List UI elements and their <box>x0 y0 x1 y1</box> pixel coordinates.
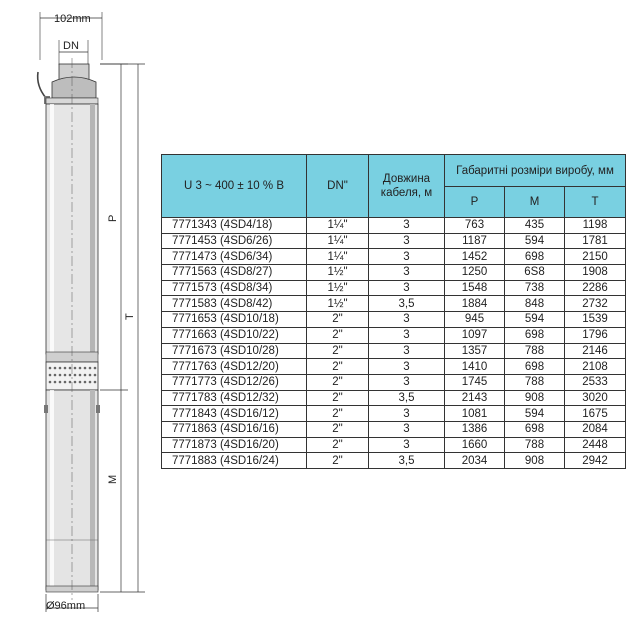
cell-model: 7771843 (4SD16/12) <box>162 406 307 422</box>
cell-model: 7771653 (4SD10/18) <box>162 312 307 328</box>
cell-m: 6S8 <box>505 265 565 281</box>
table-row <box>162 421 626 437</box>
cell-p: 1660 <box>445 437 505 453</box>
table-row <box>162 218 626 234</box>
table-row <box>162 406 626 422</box>
cell-cable: 3 <box>369 359 445 375</box>
cell-p: 1250 <box>445 265 505 281</box>
cell-dn: 1¼" <box>307 249 369 265</box>
cell-dn: 2" <box>307 390 369 406</box>
table-row <box>162 374 626 390</box>
cell-m: 594 <box>505 312 565 328</box>
cell-cable: 3 <box>369 374 445 390</box>
p-label: P <box>107 214 119 222</box>
cell-model: 7771873 (4SD16/20) <box>162 437 307 453</box>
cell-m: 908 <box>505 390 565 406</box>
header-dimensions: Габаритні розміри виробу, мм <box>445 155 626 187</box>
table-row <box>162 359 626 375</box>
cell-t: 1796 <box>565 327 626 343</box>
cell-cable: 3,5 <box>369 390 445 406</box>
cell-t: 1198 <box>565 218 626 234</box>
cell-p: 1386 <box>445 421 505 437</box>
cell-m: 594 <box>505 406 565 422</box>
dn-label: DN <box>63 40 79 52</box>
cell-t: 2448 <box>565 437 626 453</box>
cell-dn: 2" <box>307 327 369 343</box>
cell-p: 1081 <box>445 406 505 422</box>
cell-model: 7771783 (4SD12/32) <box>162 390 307 406</box>
cell-m: 594 <box>505 233 565 249</box>
cell-cable: 3 <box>369 265 445 281</box>
cell-dn: 2" <box>307 374 369 390</box>
cell-p: 1410 <box>445 359 505 375</box>
cell-dn: 1½" <box>307 265 369 281</box>
cell-cable: 3 <box>369 280 445 296</box>
cell-model: 7771883 (4SD16/24) <box>162 453 307 469</box>
m-label: M <box>107 474 119 484</box>
cell-m: 788 <box>505 437 565 453</box>
cell-p: 1745 <box>445 374 505 390</box>
cell-cable: 3 <box>369 437 445 453</box>
t-label: T <box>124 313 136 320</box>
cell-m: 908 <box>505 453 565 469</box>
cell-p: 945 <box>445 312 505 328</box>
bottom-dia-label: Ø96mm <box>46 600 86 612</box>
cell-t: 1539 <box>565 312 626 328</box>
spec-table <box>161 154 626 469</box>
cell-cable: 3,5 <box>369 453 445 469</box>
cell-dn: 2" <box>307 312 369 328</box>
cell-cable: 3 <box>369 421 445 437</box>
table-row <box>162 343 626 359</box>
cell-cable: 3 <box>369 327 445 343</box>
cell-model: 7771563 (4SD8/27) <box>162 265 307 281</box>
cell-p: 1187 <box>445 233 505 249</box>
spec-table-body <box>162 218 626 469</box>
cell-t: 3020 <box>565 390 626 406</box>
cell-model: 7771453 (4SD6/26) <box>162 233 307 249</box>
cell-dn: 1½" <box>307 280 369 296</box>
cell-m: 435 <box>505 218 565 234</box>
header-t: T <box>565 187 626 218</box>
table-row <box>162 296 626 312</box>
cell-m: 698 <box>505 327 565 343</box>
cell-model: 7771573 (4SD8/34) <box>162 280 307 296</box>
cell-model: 7771863 (4SD16/16) <box>162 421 307 437</box>
width-label: 102mm <box>54 13 91 25</box>
cell-cable: 3 <box>369 343 445 359</box>
cell-t: 2942 <box>565 453 626 469</box>
pump-head <box>38 64 98 104</box>
table-row <box>162 233 626 249</box>
header-voltage: U 3 ~ 400 ± 10 % В <box>162 155 307 218</box>
cell-m: 788 <box>505 374 565 390</box>
cell-cable: 3 <box>369 249 445 265</box>
cell-cable: 3 <box>369 312 445 328</box>
cell-t: 2084 <box>565 421 626 437</box>
cell-cable: 3,5 <box>369 296 445 312</box>
cell-model: 7771773 (4SD12/26) <box>162 374 307 390</box>
table-row <box>162 265 626 281</box>
cell-dn: 2" <box>307 359 369 375</box>
cell-dn: 2" <box>307 343 369 359</box>
cell-cable: 3 <box>369 233 445 249</box>
cell-t: 2533 <box>565 374 626 390</box>
cell-t: 2732 <box>565 296 626 312</box>
cell-p: 2034 <box>445 453 505 469</box>
cell-m: 848 <box>505 296 565 312</box>
cell-p: 2143 <box>445 390 505 406</box>
cell-t: 1675 <box>565 406 626 422</box>
cell-p: 1548 <box>445 280 505 296</box>
table-row <box>162 327 626 343</box>
cell-dn: 1¼" <box>307 218 369 234</box>
cell-t: 2286 <box>565 280 626 296</box>
cell-m: 788 <box>505 343 565 359</box>
table-row <box>162 280 626 296</box>
cell-m: 698 <box>505 359 565 375</box>
header-m: M <box>505 187 565 218</box>
header-p: P <box>445 187 505 218</box>
cell-dn: 2" <box>307 406 369 422</box>
table-row <box>162 312 626 328</box>
cell-dn: 2" <box>307 421 369 437</box>
cell-m: 698 <box>505 249 565 265</box>
table-row <box>162 453 626 469</box>
cell-p: 1884 <box>445 296 505 312</box>
cell-p: 1452 <box>445 249 505 265</box>
cell-dn: 2" <box>307 437 369 453</box>
table-row <box>162 437 626 453</box>
cell-model: 7771673 (4SD10/28) <box>162 343 307 359</box>
table-row <box>162 249 626 265</box>
table-row <box>162 390 626 406</box>
cell-t: 1908 <box>565 265 626 281</box>
cell-dn: 2" <box>307 453 369 469</box>
cell-dn: 1½" <box>307 296 369 312</box>
cell-model: 7771763 (4SD12/20) <box>162 359 307 375</box>
pump-drawing <box>0 0 160 630</box>
cell-p: 1357 <box>445 343 505 359</box>
cell-p: 1097 <box>445 327 505 343</box>
cell-model: 7771663 (4SD10/22) <box>162 327 307 343</box>
cell-cable: 3 <box>369 406 445 422</box>
cell-model: 7771583 (4SD8/42) <box>162 296 307 312</box>
cell-t: 2150 <box>565 249 626 265</box>
cell-dn: 1¼" <box>307 233 369 249</box>
cell-t: 2108 <box>565 359 626 375</box>
cell-m: 738 <box>505 280 565 296</box>
cell-t: 1781 <box>565 233 626 249</box>
header-cable-length: Довжина кабеля, м <box>369 155 445 218</box>
header-dn: DN" <box>307 155 369 218</box>
cell-p: 763 <box>445 218 505 234</box>
cell-m: 698 <box>505 421 565 437</box>
cell-t: 2146 <box>565 343 626 359</box>
cell-cable: 3 <box>369 218 445 234</box>
cell-model: 7771343 (4SD4/18) <box>162 218 307 234</box>
cell-model: 7771473 (4SD6/34) <box>162 249 307 265</box>
